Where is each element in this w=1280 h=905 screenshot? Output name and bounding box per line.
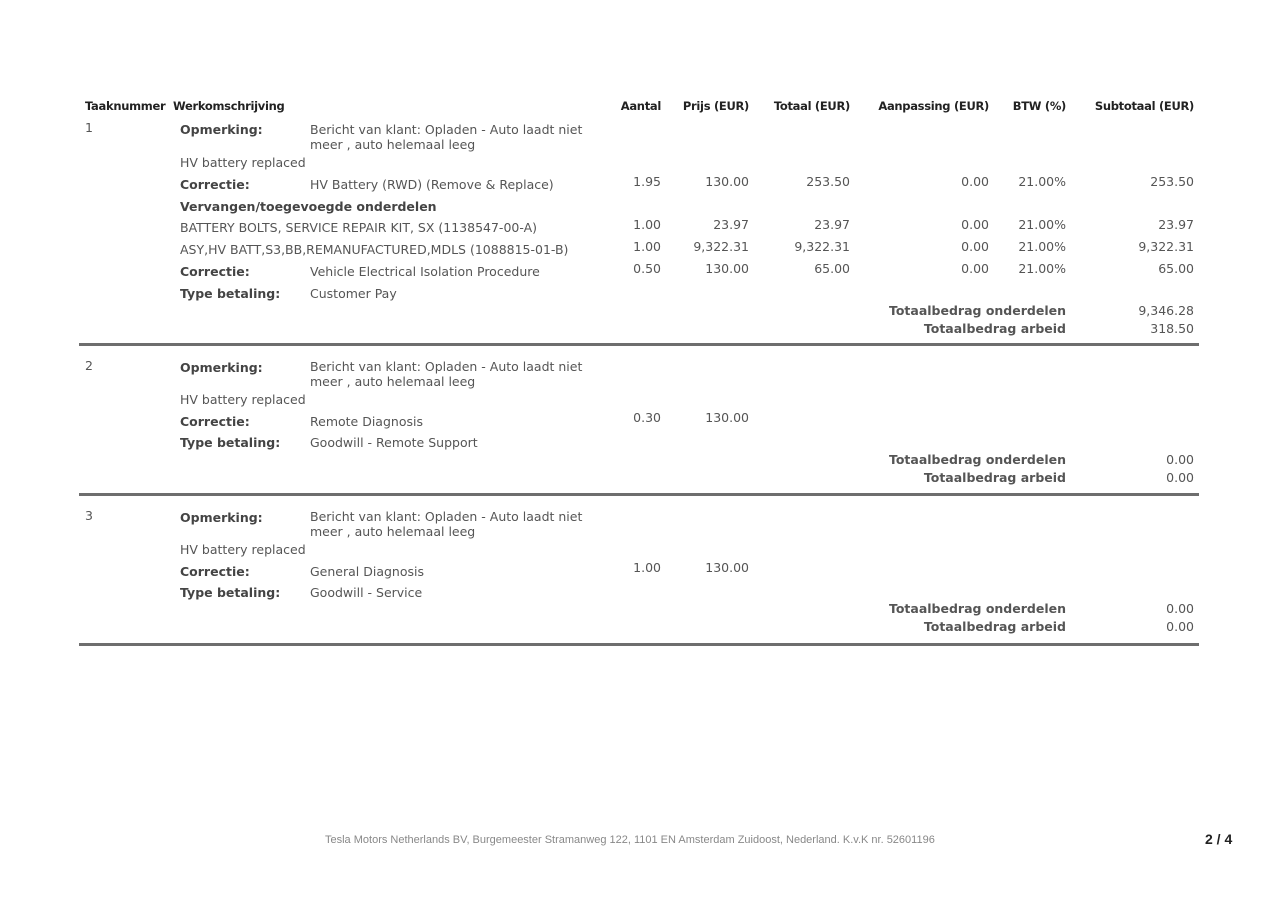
totaal-onderdelen-label: Totaalbedrag onderdelen <box>888 601 1066 616</box>
btw: 21.00% <box>1018 239 1066 254</box>
col-taaknummer: Taaknummer <box>85 99 166 113</box>
part-desc: BATTERY BOLTS, SERVICE REPAIR KIT, SX (1138547-00-A) <box>180 220 538 235</box>
opmerking-text-cont: meer , auto helemaal leeg <box>310 374 476 389</box>
prijs: 130.00 <box>705 410 749 425</box>
col-prijs: Prijs (EUR) <box>682 99 749 113</box>
correctie-desc: Remote Diagnosis <box>310 414 423 429</box>
opmerking-text: Bericht van klant: Opladen - Auto laadt niet <box>310 509 583 524</box>
correctie-desc: HV Battery (RWD) (Remove & Replace) <box>310 177 554 192</box>
col-subtotaal: Subtotaal (EUR) <box>1094 99 1194 113</box>
subtotaal: 23.97 <box>1158 217 1194 232</box>
correctie-desc: General Diagnosis <box>310 564 424 579</box>
section-divider <box>79 493 1199 496</box>
totaal-onderdelen-label: Totaalbedrag onderdelen <box>888 452 1066 467</box>
totaal: 23.97 <box>814 217 850 232</box>
parts-section-title: Vervangen/toegevoegde onderdelen <box>180 199 437 214</box>
aantal: 0.30 <box>633 410 661 425</box>
task-number: 1 <box>85 120 93 135</box>
opmerking-label: Opmerking: <box>180 122 263 137</box>
task-note: HV battery replaced <box>180 155 306 170</box>
aanpassing: 0.00 <box>961 239 989 254</box>
btw: 21.00% <box>1018 174 1066 189</box>
part-desc: ASY,HV BATT,S3,BB,REMANUFACTURED,MDLS (1088815-01-B) <box>180 242 569 257</box>
totaal-arbeid-label: Totaalbedrag arbeid <box>923 321 1066 336</box>
type-betaling-label: Type betaling: <box>180 435 281 450</box>
totaal-arbeid-value: 0.00 <box>1166 470 1194 485</box>
opmerking-label: Opmerking: <box>180 510 263 525</box>
totaal: 253.50 <box>806 174 850 189</box>
totaal-arbeid-label: Totaalbedrag arbeid <box>923 619 1066 634</box>
totaal-onderdelen-label: Totaalbedrag onderdelen <box>888 303 1066 318</box>
task-number: 3 <box>85 508 93 523</box>
subtotaal: 253.50 <box>1150 174 1194 189</box>
aantal: 1.00 <box>633 239 661 254</box>
opmerking-text: Bericht van klant: Opladen - Auto laadt niet <box>310 122 583 137</box>
totaal-onderdelen-value: 0.00 <box>1166 601 1194 616</box>
section-divider <box>79 643 1199 646</box>
prijs: 23.97 <box>713 217 749 232</box>
aanpassing: 0.00 <box>961 174 989 189</box>
col-btw: BTW (%) <box>1012 99 1066 113</box>
opmerking-text-cont: meer , auto helemaal leeg <box>310 137 476 152</box>
section-divider <box>79 343 1199 346</box>
prijs: 130.00 <box>705 560 749 575</box>
totaal: 65.00 <box>814 261 850 276</box>
totaal-onderdelen-value: 0.00 <box>1166 452 1194 467</box>
company-footer: Tesla Motors Netherlands BV, Burgemeester Stramanweg 122, 1101 EN Amsterdam Zuidoost, Nederland. K.v.K nr. 52601196 <box>325 834 935 846</box>
aanpassing: 0.00 <box>961 261 989 276</box>
btw: 21.00% <box>1018 261 1066 276</box>
task-note: HV battery replaced <box>180 542 306 557</box>
correctie-label: Correctie: <box>180 264 250 279</box>
totaal-arbeid-value: 318.50 <box>1150 321 1194 336</box>
task-number: 2 <box>85 358 93 373</box>
opmerking-text-cont: meer , auto helemaal leeg <box>310 524 476 539</box>
totaal-arbeid-label: Totaalbedrag arbeid <box>923 470 1066 485</box>
subtotaal: 9,322.31 <box>1138 239 1194 254</box>
page-number: 2 / 4 <box>1205 831 1233 847</box>
aantal: 1.00 <box>633 560 661 575</box>
subtotaal: 65.00 <box>1158 261 1194 276</box>
col-werkomschrijving: Werkomschrijving <box>173 99 285 113</box>
type-betaling-value: Goodwill - Service <box>310 585 423 600</box>
aantal: 0.50 <box>633 261 661 276</box>
totaal-arbeid-value: 0.00 <box>1166 619 1194 634</box>
type-betaling-label: Type betaling: <box>180 585 281 600</box>
prijs: 130.00 <box>705 174 749 189</box>
type-betaling-value: Customer Pay <box>310 286 397 301</box>
prijs: 130.00 <box>705 261 749 276</box>
col-totaal: Totaal (EUR) <box>773 99 850 113</box>
btw: 21.00% <box>1018 217 1066 232</box>
correctie-label: Correctie: <box>180 414 250 429</box>
totaal: 9,322.31 <box>794 239 850 254</box>
correctie-label: Correctie: <box>180 564 250 579</box>
correctie-desc: Vehicle Electrical Isolation Procedure <box>310 264 540 279</box>
col-aantal: Aantal <box>620 99 661 113</box>
task-note: HV battery replaced <box>180 392 306 407</box>
aantal: 1.95 <box>633 174 661 189</box>
correctie-label: Correctie: <box>180 177 250 192</box>
type-betaling-value: Goodwill - Remote Support <box>310 435 478 450</box>
totaal-onderdelen-value: 9,346.28 <box>1138 303 1194 318</box>
opmerking-text: Bericht van klant: Opladen - Auto laadt niet <box>310 359 583 374</box>
opmerking-label: Opmerking: <box>180 360 263 375</box>
prijs: 9,322.31 <box>693 239 749 254</box>
aantal: 1.00 <box>633 217 661 232</box>
aanpassing: 0.00 <box>961 217 989 232</box>
type-betaling-label: Type betaling: <box>180 286 281 301</box>
col-aanpassing: Aanpassing (EUR) <box>878 99 989 113</box>
